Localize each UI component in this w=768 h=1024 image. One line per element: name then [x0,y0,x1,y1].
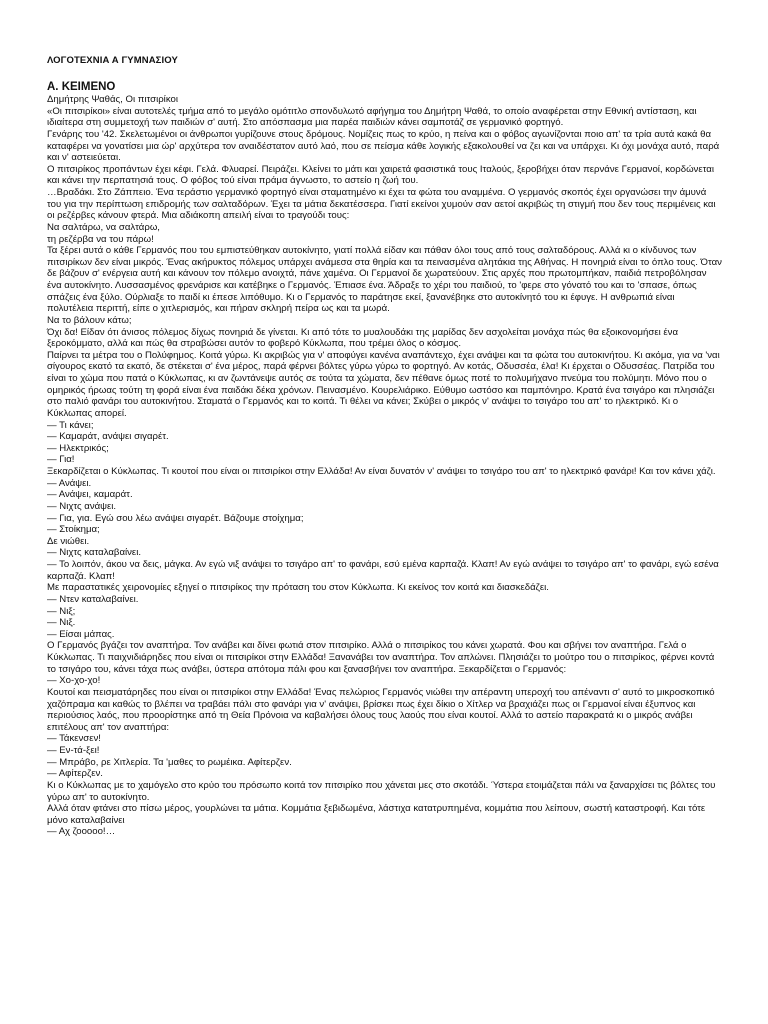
paragraph: Τα ξέρει αυτά ο κάθε Γερμανός που του εμπιστεύθηκαν αυτοκίνητο, γιατί πολλά είδαν και πάθαν όλοι τους από τους σαλταδόρους. Αλλά κι ο κίνδυνος των πιτσιρίκων δεν είναι μικρός. Ένας ακήρυκτος πόλεμος υπάρχει ανάμεσα στα θηρία και τα πεινασμένα αλητάκια της Αθήνας. Η πονηριά είναι το όπλο τους. Όταν δε βάζουν σ' ενέργεια αυτή και κάνουν τον πόλεμο ανοιχτά, πάνε χαμένα. Οι Γερμανοί δε χωρατεύουν. Στις αρχές που πρωτομπήκαν, παιδιά πετροβόλησαν ένα αυτοκίνητο. Λυσσασμένος φρενάρισε και κατέβηκε ο Γερμανός. Έπιασε ένα. Άδραξε το χέρι του παιδιού, το 'φερε στο γόνατό του και το 'σπασε, όπως σπάζεις ένα ξύλο. Ούρλιαξε το παιδί κι έπεσε λιπόθυμο. Κι ο Γερμανός το παράτησε εκεί, ξανανέβηκε στο αυτοκίνητό του κι έφυγε. Η ανθρωπιά είναι πολυτέλεια περιττή, είπε ο χιτλερισμός, και πήραν σκληρή πείρα ως και τα μωρά. [47,245,722,315]
dialogue-line: — Αφίτερζεν. [47,768,103,780]
paragraph: Με παραστατικές χειρονομίες εξηγεί ο πιτσιρίκος την πρόταση του στον Κύκλωπα. Κι εκείνος τον κοιτά και διασκεδάζει. [47,582,549,594]
document-header: ΛΟΓΟΤΕΧΝΙΑ Α ΓΥΜΝΑΣΙΟΥ [47,55,178,66]
dialogue-line: — Στοίκημα; [47,524,100,536]
dialogue-line: — Είσαι μάπας. [47,628,115,640]
paragraph: Παίρνει τα μέτρα του ο Πολύφημος. Κοιτά γύρω. Κι ακριβώς για ν' αποφύγει κανένα αναπάντεχο, έχει ανάψει και τα φώτα του αυτοκινήτου. Κι ακόμα, για να 'ναι σίγουρος εκατό τα εκατό, δε στέκεται σ' ένα μέρος, παρά φέρνει βόλτες γύρω γύρω το φορτηγό. Αν κοτάς, Οδυσσέα, έλα! Κι έρχεται ο Οδυσσέας. Πατρίδα του είναι το χώμα που πατά ο Κύκλωπας, κι αν ζωντάνεψε αυτός σε τούτα τα χώματα, δεν πέθανε όμως ποτέ το πολυμήχανο πνεύμα του πολύμητι. Μόνο που ο ομηρικός ήρωας τούτη τη φορά είναι ένα παιδάκι δέκα χρόνων. Πεινασμένο. Κουρελιάρικο. Εύθυμο ωστόσο και παμπόνηρο. Κρατά ένα τσιγάρο και πλησιάζει στο παλιό φανάρι του αυτοκινήτου. Σταματά ο Γερμανός και το κοιτά. Τι θέλει να κάνει; Σκύβει ο μικρός ν' ανάψει το τσιγάρο του απ' το ηλεκτρικό. Κι ο Κύκλωπας απορεί. [47,349,720,419]
dialogue-line: — Ηλεκτρικός; [47,442,109,454]
dialogue-line: — Μπράβο, ρε Χιτλερία. Τα 'μαθες το ρωμέικα. Αφίτερζεν. [47,756,292,768]
section-heading: Α. ΚΕΙΜΕΝΟ [47,81,116,93]
paragraph: Κουτοί και πεισματάρηδες που είναι οι πιτσιρίκοι στην Ελλάδα! Ένας πελώριος Γερμανός νιώθει την απέραντη υπεροχή του απέναντι σ' αυτό το μικροσκοπικό χαζόπραμα και καθώς το βλέπει να τραβάει πάλι στο φανάρι για ν' ανάψει, βρίσκει πως έχει δίκιο ο Χίτλερ να βραχιάζει πως οι Γερμανοί είναι έξυπνος και περιούσιος λαός, που προορίστηκε από τη Θεία Πρόνοια να καβαλήσει όλους τους λαούς που είναι κουτοί. Αλλά το αστείο παρακρατά κι ο μικρός ανάβει επιτέλους απ' τον αναπτήρα: [47,686,715,733]
paragraph: Ο πιτσιρίκος προπάντων έχει κέφι. Γελά. Φλυαρεί. Πειράζει. Κλείνει το μάτι και χαιρετά φασιστικά τους Ιταλούς, ξεροβήχει όταν περνάνε Γερμανοί, κορδώνεται και κάνει την περπατησιά τους. Ο φόβος τού είναι πράμα άγνωστο, το αστείο η ζωή του. [47,163,714,187]
paragraph: Κι ο Κύκλωπας με το χαμόγελο στο κρύο του πρόσωπο κοιτά τον πιτσιρίκο που χάνεται μες στο σκοτάδι. Ύστερα ετοιμάζεται πάλι να ξαναρχίσει τις βόλτες του γύρω απ' το αυτοκίνητο. [47,779,716,803]
dialogue-line: — Για! [47,454,75,466]
paragraph: Αλλά όταν φτάνει στο πίσω μέρος, γουρλώνει τα μάτια. Κομμάτια ξεβιδωμένα, λάστιχα κατατρυπημένα, κομμάτια που λείπουν, σωστή καταστροφή. Και τότε μόνο καταλαβαίνει [47,803,706,826]
dialogue-line: — Τι κάνει; [47,419,94,431]
dialogue-line: — Νιχτς καταλαβαίνει. [47,547,141,559]
paragraph: «Οι πιτσιρίκοι» είναι αυτοτελές τμήμα από το μεγάλο ομότιτλο σπονδυλωτό αφήγημα του Δημήτρη Ψαθά, το οποίο αναφέρεται στην Εθνική αντίσταση, και ιδιαίτερα στη συμμετοχή των παιδιών σ' αυτή. Στο απόσπασμα μια παρέα παιδιών κάνει σαμποτάζ σε γερμανικό φορτηγό. [47,105,697,129]
dialogue-line: — Νιχτς ανάψει. [47,500,117,512]
paragraph: Όχι δα! Είδαν ότι άνισος πόλεμος δίχως πονηριά δε γίνεται. Κι από τότε το μυαλουδάκι της μαρίδας δεν ασχολείται μονάχα πώς θα εξοικονομήσει ένα ξεροκόμματο, αλλά και πώς θα στραβώσει αυτόν το φοβερό Κύκλωπα, που τρέμει όλος ο κόσμος. [47,326,679,350]
dialogue-line: — Καμαράτ, ανάψει σιγαρέτ. [47,431,169,443]
dialogue-line: — Το λοιπόν, άκου να δεις, μάγκα. Αν εγώ νιξ ανάψει το τσιγάρο απ' το φανάρι, εσύ εμένα καρπαζά. Κλαπ! Αν εγώ ανάψει το τσιγάρο απ' το φανάρι, εγώ εσένα καρπαζά. Κλαπ! [47,559,719,582]
author-line: Δημήτρης Ψαθάς, Οι πιτσιρίκοι [47,94,178,105]
dialogue-line: — Τάκενσεν! [47,733,101,745]
dialogue-line: — Ανάψει, καμαράτ. [47,489,133,501]
song-line: Να σαλτάρω, να σαλτάρω, [47,221,160,233]
song-line: τη ρεζέρβα να του πάρω! [47,233,154,245]
paragraph: Γενάρης του '42. Σκελετωμένοι οι άνθρωποι γυρίζουνε στους δρόμους. Νομίζεις πως το κρύο, η πείνα και ο φόβος αγωνίζονται ποιο απ' τα τρία αυτά κακά θα καταφέρει να γονατίσει μια ώρ' αρχύτερα τον αναιδέστατον αυτό λαό, που σε πείσμα κάθε λογικής εξακολουθεί να ζει και να υπάρχει. Κι όχι μονάχα αυτό, παρά και ν' αστειεύεται. [47,128,720,164]
paragraph: …Βραδάκι. Στο Ζάππειο. Ένα τεράστιο γερμανικό φορτηγό είναι σταματημένο κι έχει τα φώτα του αναμμένα. Ο γερμανός σκοπός έχει οργανώσει την άμυνά του για την περίπτωση επιδρομής των σαλταδόρων. Έχει τα μάτια δεκατέσσερα. Γιατί εκείνοι χυμούν σαν αετοί ακριβώς τη στιγμή που δεν τους περιμένεις και οι ρεζέρβες κάνουν φτερά. Μια αδιάκοπη απειλή είναι το τραγούδι τους: [47,187,716,222]
dialogue-line: — Εν-τά-ξει! [47,745,100,756]
paragraph: Ο Γερμανός βγάζει τον αναπτήρα. Τον ανάβει και δίνει φωτιά στον πιτσιρίκο. Αλλά ο πιτσιρίκος του κάνει χωρατά. Φου και σβήνει τον αναπτήρα. Γελά ο Κύκλωπας. Τι παιχνιδιάρηδες που είναι οι πιτσιρίκοι στην Ελλάδα! Ξανανάβει τον αναπτήρα. Τον απλώνει. Πλησιάζει το μούτρο του ο πιτσιρίκος, φέρνει κοντά το τσιγάρο του, κάνει τάχα πως ανάβει, ύστερα απότομα πάλι φου και ξανασβήνει τον αναπτήρα. Ξεκαρδίζεται ο Γερμανός: [47,640,715,675]
dialogue-line: — Ανάψει. [47,477,92,489]
dialogue-line: — Για, για. Εγώ σου λέω ανάψει σιγαρέτ. Βάζουμε στοίχημα; [47,512,304,524]
paragraph: Δε νιώθει. [47,535,90,547]
dialogue-line: — Χο-χο-χο! [47,675,101,687]
document-page [47,55,723,838]
dialogue-line: — Ντεν καταλαβαίνει. [47,593,139,605]
dialogue-line: — Αχ ζοοοοο!… [47,826,116,838]
dialogue-line: — Νιξ. [47,617,76,629]
paragraph: Ξεκαρδίζεται ο Κύκλωπας. Τι κουτοί που είναι οι πιτσιρίκοι στην Ελλάδα! Αν είναι δυνατόν ν' ανάψει το τσιγάρο του απ' το ηλεκτρικό φανάρι! Και τον κάνει χάζι. [47,466,716,477]
paragraph: Να το βάλουν κάτω; [47,314,132,326]
document-body [47,94,723,838]
dialogue-line: — Νιξ; [47,605,76,617]
